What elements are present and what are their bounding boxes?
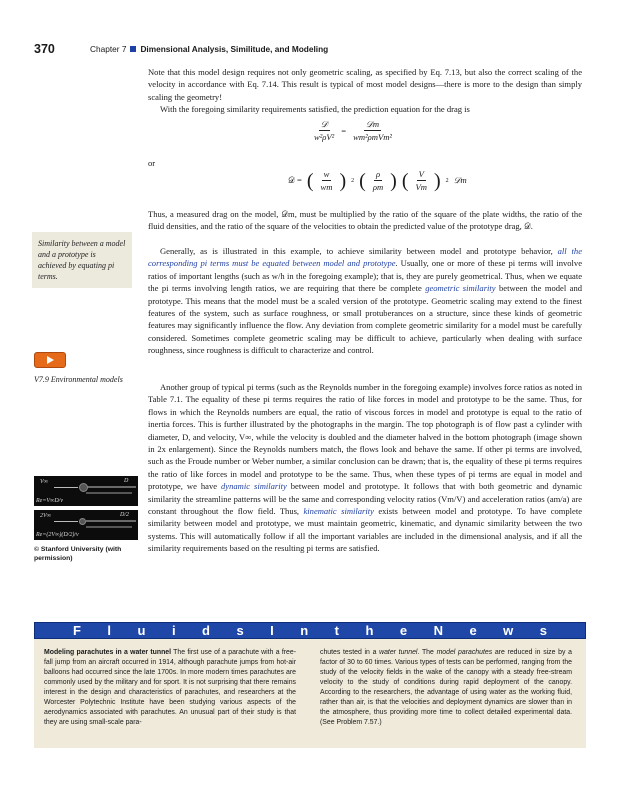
banner-letter: l (107, 623, 112, 638)
photo-top-reynolds: Re=V∞D/ν (36, 498, 63, 504)
eq1-rhs-numerator: 𝒟m (366, 119, 380, 129)
p5-text-a: Another group of typical pi terms (such as the Reynolds number in the foregoing example) involves force ratios as noted in Table 7.1. The equality of these pi terms requires the ratio of like forces in model and prototype to be the same. Thus, for flows in which the Reynolds numbers are equal, the ratio of viscous forces in model and prototype is equal to the ratio of inertia forces. This is further illustrated by the photographs in the margin. The top photograph is of flow past a cylinder with diameter, D, and velocity, V∞, while the velocity is doubled and the diameter halved in the bottom photograph (image shown in 2x enlargement). Since the Reynolds numbers match, the flows look and behave the same. If other pi terms are involved, such as the Froude number or Weber number, a similar conclusion can be drawn; that is, the equality of these pi terms requires the ratio of like forces in model and prototype to be the same. Thus, when these types of pi terms are equal in model and prototype, we have (148, 382, 582, 492)
eq1-lhs-denominator: w²ρV² (314, 132, 335, 142)
fluids-in-the-news-box (34, 639, 586, 748)
or-connector: or (148, 158, 156, 168)
eq1-lhs-numerator: 𝒟 (320, 119, 328, 129)
video-play-icon[interactable] (34, 352, 66, 368)
eq2-lhs: 𝒟 = (288, 175, 302, 185)
eq2-velocity-den: Vm (415, 182, 427, 192)
body-paragraph-5 (148, 381, 582, 555)
banner-letter: F (73, 623, 81, 638)
eq2-width-num: w (323, 169, 330, 179)
body-paragraph-4 (148, 245, 582, 357)
equation-drag-similarity (312, 118, 394, 143)
news-col2-model: model parachutes (436, 649, 493, 656)
p4-emphasis: all the corresponding pi terms must be equated between model and prototype (148, 246, 582, 269)
photo-bottom-diameter-label: D/2 (120, 512, 129, 518)
photo-credit: © Stanford University (with permission) (34, 546, 122, 562)
eq2-velocity-num: V (418, 169, 424, 179)
banner-letter: N (433, 623, 443, 638)
banner-letter: s (236, 623, 244, 638)
fluids-in-the-news-banner (34, 622, 586, 639)
eq2-density-num: ρ (375, 169, 381, 179)
banner-letter: e (399, 623, 408, 638)
eq2-width-den: wm (320, 182, 333, 192)
video-label[interactable]: V7.9 Environmental models (34, 375, 123, 384)
eq2-density-den: ρm (372, 182, 384, 192)
photo-cylinder-flow-bottom (34, 510, 138, 540)
banner-letter: d (202, 623, 210, 638)
eq2-exponent-2: 2 (445, 177, 449, 184)
p5-text-c: exists between model and prototype. To have complete similarity between model and prototype, we must maintain geometric, kinematic, and dynamic similarity between the two systems. This will automatically follow if all the important variables are included in the dimensional analysis, and if all the similarity requirements based on the resulting pi terms are satisfied. (148, 506, 583, 554)
banner-letter: w (503, 623, 514, 638)
banner-letter: n (300, 623, 309, 638)
eq2-velocity-ratio (414, 168, 429, 193)
banner-letter: I (270, 623, 274, 638)
news-col2-a: chutes tested in a (320, 649, 380, 656)
news-col2-c: are reduced in size by a factor of 30 to 60 times. Various types of tests can be performed, ranging from the study of the velocity fields in the wake of the canopy with a steady free-stream velocity to the study of conditions during rapid deployment of the canopy. According to the researchers, the advantage of using water as the working fluid, rather than air, is that the velocities and deployment dynamics are slower than in the atmosphere, thus providing more time to collect detailed experimental data. (See Problem 7.57.) (320, 649, 572, 726)
chapter-label: Chapter 7 (90, 44, 127, 54)
photo-cylinder-flow-top (34, 476, 138, 506)
body-paragraph-1: Note that this model design requires not only geometric scaling, as specified by Eq. 7.13, but also the correct scaling of the velocity in accordance with Eq. 7.14. This result is typical of most model designs—there is more to the design than simply scaling the geometry! (148, 67, 582, 102)
news-column-1 (44, 648, 296, 728)
banner-letter: e (469, 623, 477, 638)
photo-top-diameter-label: D (124, 478, 129, 484)
body-paragraph-3: Thus, a measured drag on the model, 𝒟m, must be multiplied by the ratio of the square of the plate widths, the ratio of the fluid densities, and the ratio of the square of the velocities to obtain the predicted value of the prototype drag, 𝒟. (148, 209, 582, 232)
body-paragraph-2: With the foregoing similarity requirements satisfied, the prediction equation for the drag is (160, 104, 470, 114)
photo-bottom-reynolds: Re=(2V∞)(D/2)/ν (36, 532, 79, 538)
news-title: Modeling parachutes in a water tunnel (44, 649, 172, 656)
eq2-density-ratio (371, 168, 385, 193)
eq1-lhs-fraction (312, 118, 336, 143)
term-dynamic-similarity: dynamic similarity (221, 481, 287, 492)
chapter-title: Dimensional Analysis, Similitude, and Modeling (140, 44, 329, 54)
equation-drag-prediction: 𝒟 = ( $\frac{w}{wm}$ ) 2 ( $\frac{\rho}{\rho m}$ ) ( $\frac{V}{Vm}$ ) 2 𝒟m (288, 169, 467, 192)
banner-letter: t (334, 623, 340, 638)
square-bullet-icon (130, 46, 136, 52)
p5-text-b: between model and prototype. It follows that with both geometric and dynamic similarity the streamline patterns will be the same and corresponding velocity ratios (Vm/V) and acceleration ratios (am/a) are constant throughout the flow field. Thus, (148, 481, 582, 517)
p4-text-c: between the model and prototype. This means that the model must be a scaled version of the prototype. Geometric scaling may extend to the finest features of the system, such as surface roughness, or small protuberances on a structure, since these kinds of geometric features may significantly influence the flow. Any deviation from complete geometric similarity for a model must be carefully considered. Sometimes complete geometric scaling may be difficult to achieve, particularly when dealing with surface roughness, since roughness is difficult to characterize and control. (148, 283, 582, 356)
news-col2-b: . The (417, 649, 437, 656)
news-col2-water: water tunnel (379, 649, 418, 656)
banner-letter: i (171, 623, 176, 638)
eq1-rhs-denominator: wm²ρmVm² (353, 132, 393, 142)
photo-top-velocity-label: V∞ (40, 479, 48, 485)
p4-text-b: . Usually, one or more of these pi terms will involve ratios of important lengths (such as w/h in the foregoing example); that is, they are purely geometrical. Thus, when we equate the pi terms involving length ratios, we are requiring that there be complete (148, 258, 582, 294)
eq2-rhs: 𝒟m (453, 175, 467, 185)
p4-text-a: Generally, as is illustrated in this example, to achieve similarity between model and prototype behavior, (160, 246, 558, 256)
news-col1-text: The first use of a parachute with a free-fall jump from an aircraft occurred in 1914, although parachute jumps from hot-air balloons had occurred since the late 1700s. In more modern times parachutes are commonly used by the military and for sport. It is not surprising that there remains interest in the design and characteristics of parachutes, and researchers at the Worcester Polytechnic Institute have been studying various aspects of the aerodynamics associated with parachutes. An unusual part of their study is that they are using small-scale para- (44, 649, 296, 726)
eq1-rhs-fraction (351, 118, 394, 143)
banner-letter: s (539, 623, 547, 638)
banner-letter: h (365, 623, 374, 638)
margin-note: Similarity between a model and a prototype is achieved by equating pi terms. (32, 232, 132, 288)
eq1-equals: = (341, 125, 347, 136)
banner-letter: u (137, 623, 146, 638)
page-header (34, 42, 594, 58)
running-head (90, 44, 328, 54)
term-kinematic-similarity: kinematic similarity (303, 506, 374, 517)
eq2-width-ratio (319, 168, 335, 193)
eq2-exponent-1: 2 (351, 177, 355, 184)
page-number: 370 (34, 42, 55, 56)
term-geometric-similarity: geometric similarity (425, 283, 496, 294)
photo-bottom-velocity-label: 2V∞ (40, 513, 51, 519)
news-column-2 (320, 648, 572, 728)
